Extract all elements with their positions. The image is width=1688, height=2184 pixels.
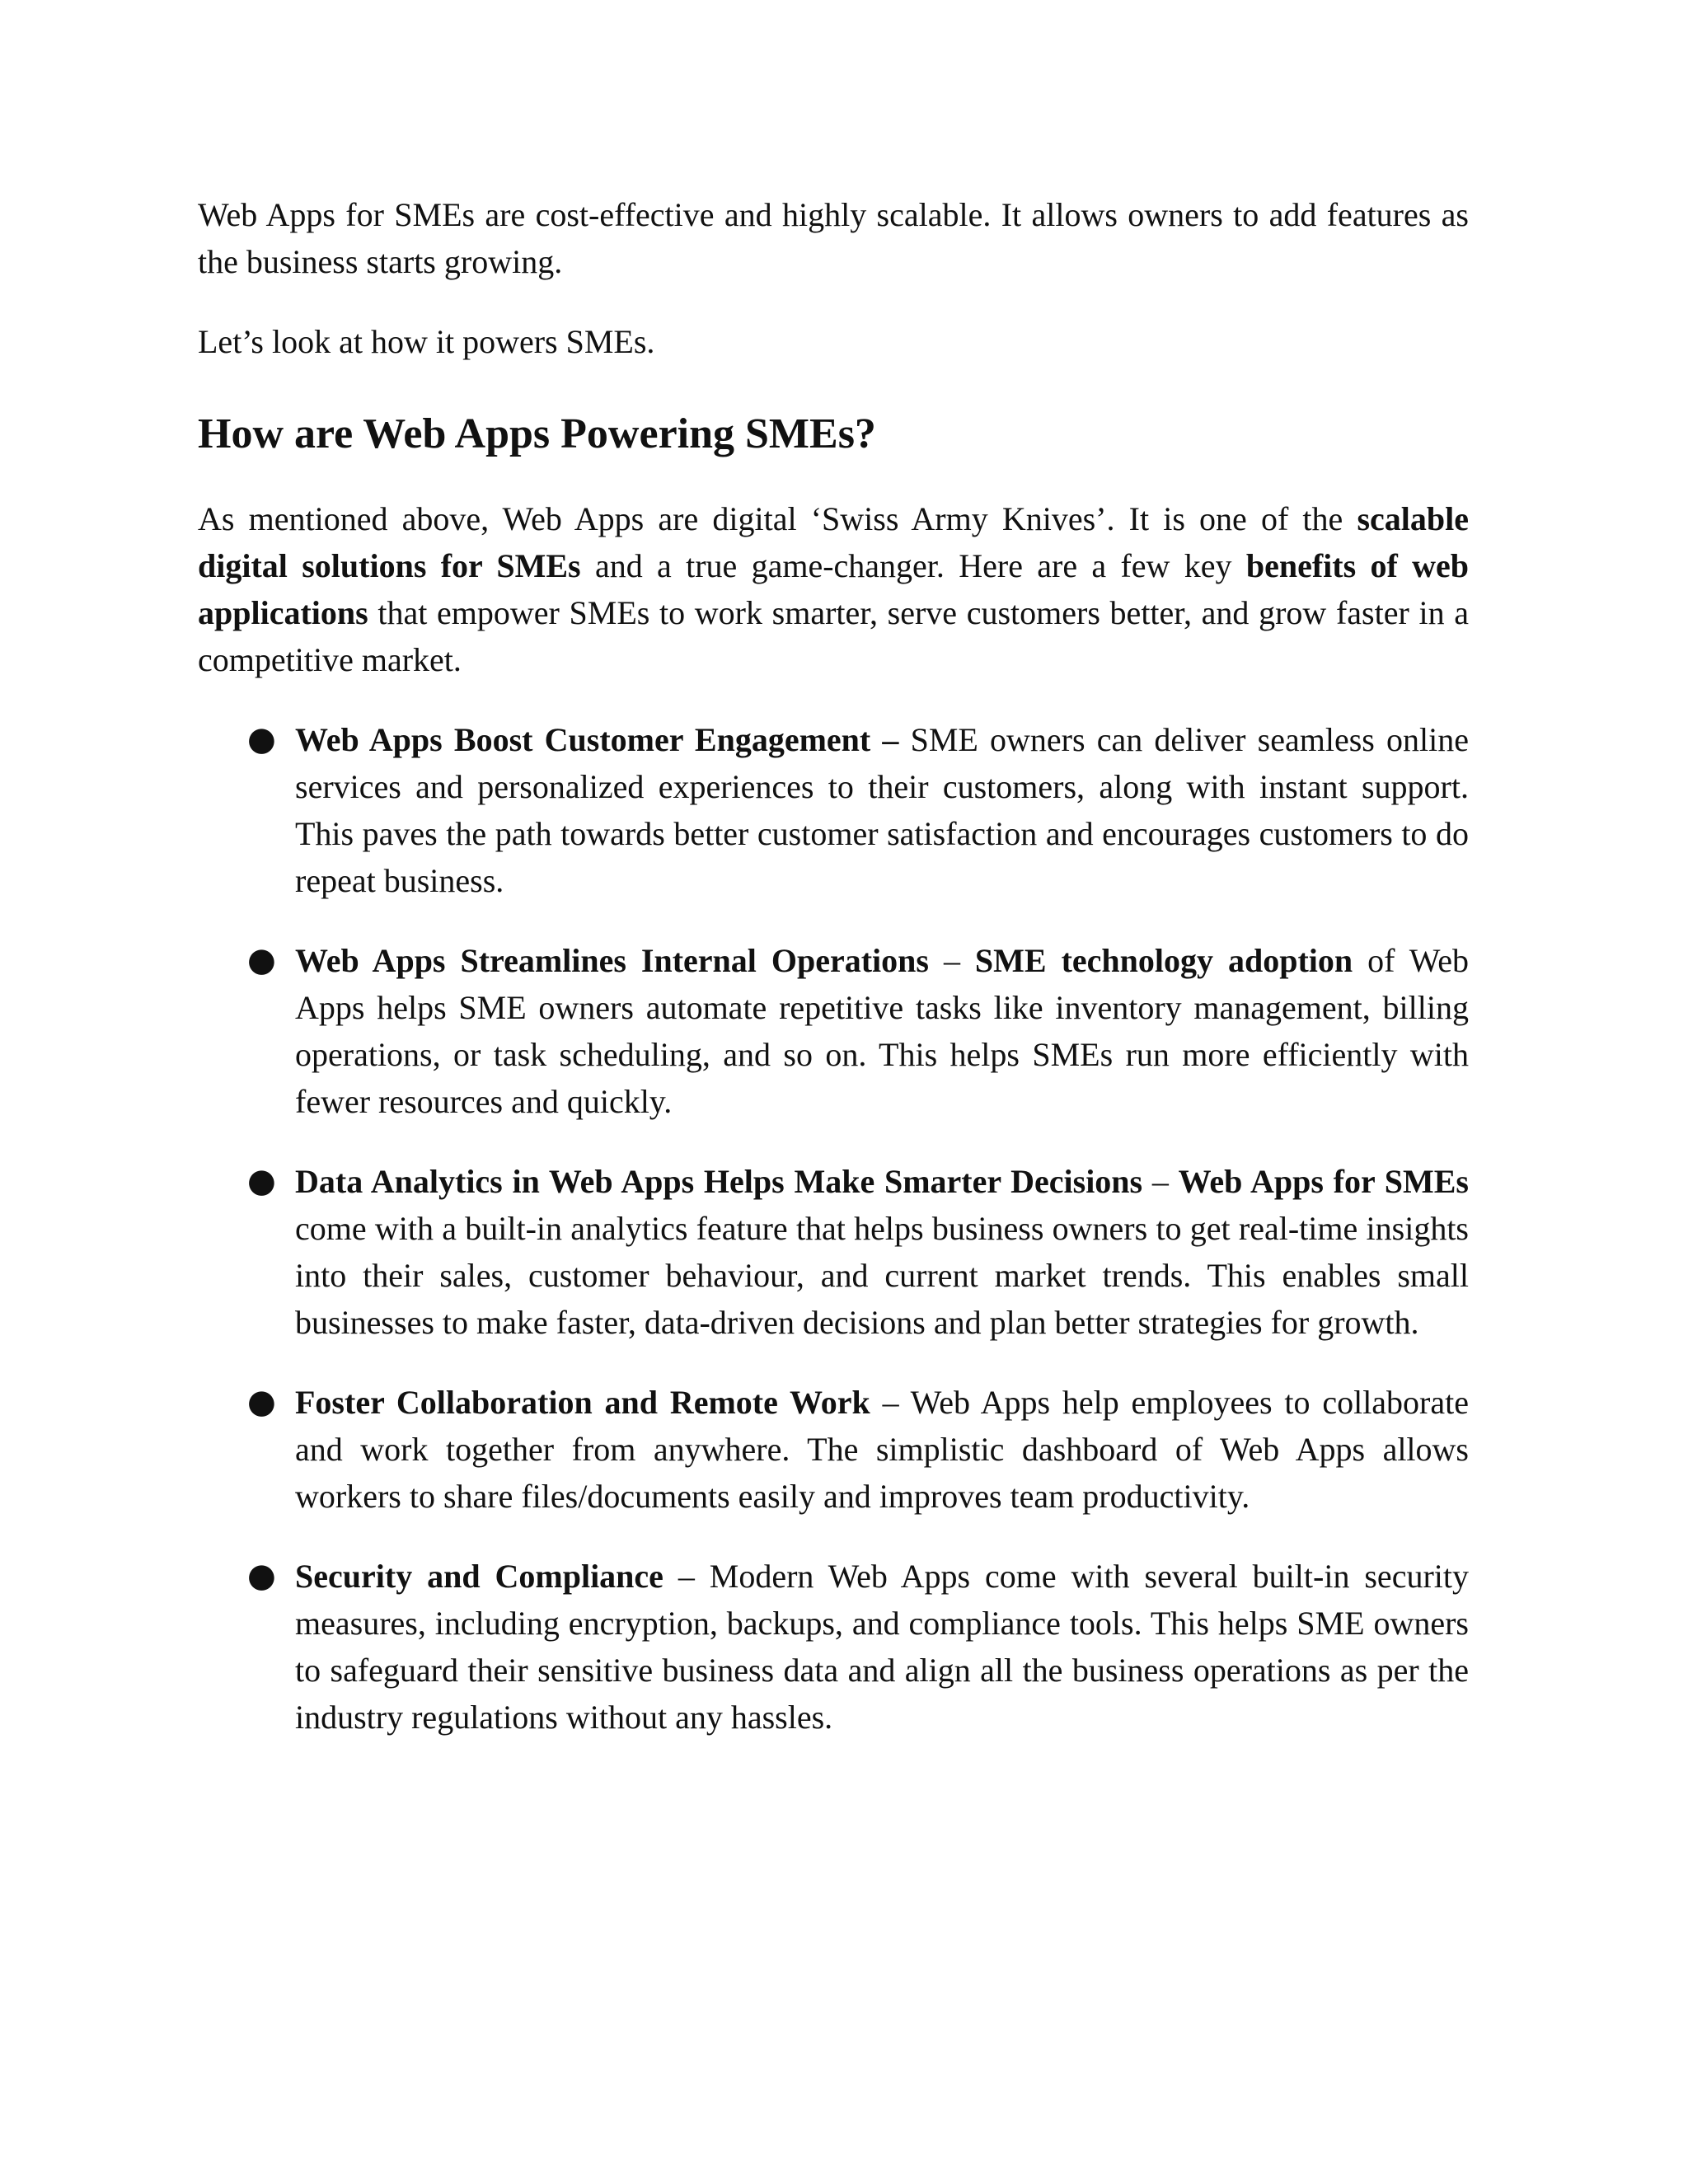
list-item-collaboration (198, 1379, 1469, 1520)
bullet-icon: ● (247, 720, 276, 758)
list-item-title: Web Apps Boost Customer Engagement – (295, 721, 899, 758)
list-item-keyword: Web Apps for SMEs (1178, 1163, 1469, 1200)
bullet-icon: ● (247, 941, 276, 979)
lead-in-paragraph: Let’s look at how it powers SMEs. (198, 323, 655, 360)
list-item-title: Security and Compliance (295, 1558, 663, 1595)
list-item-internal-operations (198, 937, 1469, 1125)
list-item-text (295, 1553, 1469, 1741)
body-bold-2: benefits of web applications (198, 547, 1470, 631)
list-item-security (198, 1553, 1469, 1741)
list-item-title: Foster Collaboration and Remote Work (295, 1384, 870, 1421)
body-text-1: As mentioned above, Web Apps are digital ‘Swiss Army Knives’. It is one of the (198, 500, 1357, 537)
list-item-body: come with a built-in analytics feature that helps business owners to get real-time insights into their sales, customer behaviour, and current market trends. This enables small businesses to make faster, data-driven decisions and plan better strategies for growth. (295, 1210, 1469, 1341)
list-item-keyword: SME technology adoption (974, 942, 1353, 979)
bullet-icon: ● (247, 1557, 276, 1595)
list-item-text (295, 716, 1469, 904)
list-item-data-analytics (198, 1158, 1469, 1346)
list-item-customer-engagement (198, 716, 1469, 904)
list-item-body: of Web Apps helps SME owners automate repetitive tasks like inventory management, billing operations, or task scheduling, and so on. This helps SMEs run more efficiently with fewer resources and quickly. (295, 942, 1469, 1120)
list-item-body: SME owners can deliver seamless online services and personalized experiences to their customers, along with instant support. This paves the path towards better customer satisfaction and encourages customers to do repeat business. (295, 721, 1469, 899)
list-item-body: – Web Apps help employees to collaborate and work together from anywhere. The simplistic dashboard of Web Apps allows workers to share files/documents easily and improves team productivity. (295, 1384, 1470, 1515)
body-bold-1: scalable digital solutions for SMEs (198, 500, 1469, 584)
list-item-text (295, 1158, 1469, 1346)
body-text-3: that empower SMEs to work smarter, serve customers better, and grow faster in a competitive market. (198, 594, 1469, 678)
section-body-paragraph (198, 495, 1469, 683)
body-text-2: and a true game-changer. Here are a few key (580, 547, 1246, 584)
section-heading: How are Web Apps Powering SMEs? (198, 410, 876, 457)
list-item-title: Web Apps Streamlines Internal Operations (295, 942, 929, 979)
list-item-separator: – (928, 942, 975, 979)
intro-paragraph: Web Apps for SMEs are cost-effective and highly scalable. It allows owners to add features as the business starts growing. (198, 196, 1469, 280)
benefits-list (198, 716, 1469, 1741)
document-page (198, 191, 1469, 1774)
bullet-icon: ● (247, 1162, 276, 1200)
list-item-body: – Modern Web Apps come with several built-in security measures, including encryption, backups, and compliance tools. This helps SME owners to safeguard their sensitive business data and align all the business operations as per the industry regulations without any hassles. (295, 1558, 1469, 1736)
list-item-text (295, 937, 1469, 1125)
bullet-icon: ● (247, 1383, 276, 1421)
list-item-separator: – (1142, 1163, 1179, 1200)
list-item-text (295, 1379, 1469, 1520)
list-item-title: Data Analytics in Web Apps Helps Make Smarter Decisions (295, 1163, 1143, 1200)
